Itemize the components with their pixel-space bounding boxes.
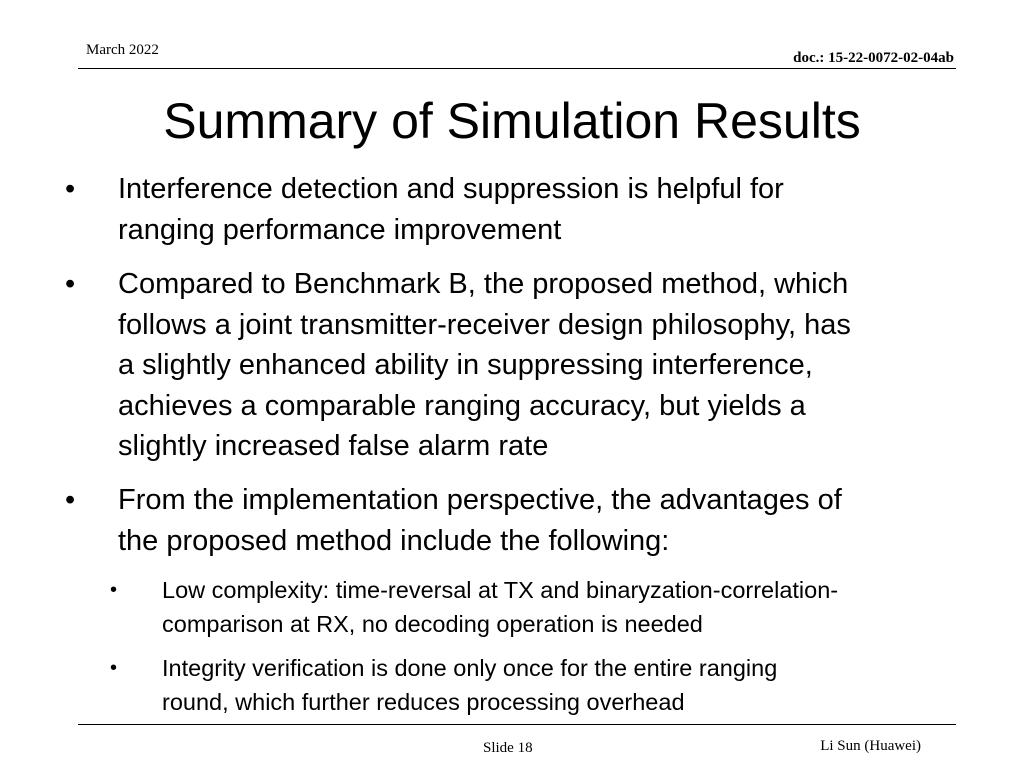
sub-bullet-line: Integrity verification is done only once for the entire ranging xyxy=(162,655,778,681)
footer-divider xyxy=(78,724,956,725)
bullet-glyph: • xyxy=(65,173,76,205)
bullet-line: Interference detection and suppression is helpful for xyxy=(118,173,784,205)
sub-bullet-line: comparison at RX, no decoding operation is needed xyxy=(162,611,703,637)
footer-slide-number: Slide 18 xyxy=(483,740,533,756)
bullet-line: a slightly enhanced ability in suppressing interference, xyxy=(118,349,813,381)
bullet-line: follows a joint transmitter-receiver design philosophy, has xyxy=(118,308,851,341)
bullet-item-1 xyxy=(65,169,998,250)
bullet-line: the proposed method include the following: xyxy=(118,524,670,557)
bullet-line: slightly increased false alarm rate xyxy=(118,430,549,462)
header-doc-id: doc.: 15-22-0072-02-04ab xyxy=(793,50,954,66)
bullet-item-2 xyxy=(65,264,998,467)
bullet-item-3 xyxy=(65,480,998,561)
bullet-line: achieves a comparable ranging accuracy, but yields a xyxy=(118,389,806,422)
sub-bullet-line: round, which further reduces processing overhead xyxy=(162,689,685,715)
bullet-glyph: • xyxy=(65,268,76,300)
sub-bullet-item-1 xyxy=(110,573,1002,641)
sub-bullet-glyph: • xyxy=(110,657,118,679)
sub-bullet-line: Low complexity: time-reversal at TX and binaryzation-correlation- xyxy=(162,577,839,603)
sub-bullet-glyph: • xyxy=(110,579,118,601)
header-date: March 2022 xyxy=(86,42,159,58)
header-divider xyxy=(78,68,956,69)
slide-title: Summary of Simulation Results xyxy=(163,93,861,149)
bullet-glyph: • xyxy=(65,484,76,516)
bullet-line: Compared to Benchmark B, the proposed method, which xyxy=(118,268,849,300)
sub-bullet-item-2 xyxy=(110,651,1002,719)
bullet-line: From the implementation perspective, the advantages of xyxy=(118,484,842,516)
bullet-line: ranging performance improvement xyxy=(118,213,562,246)
footer-author: Li Sun (Huawei) xyxy=(820,738,921,754)
